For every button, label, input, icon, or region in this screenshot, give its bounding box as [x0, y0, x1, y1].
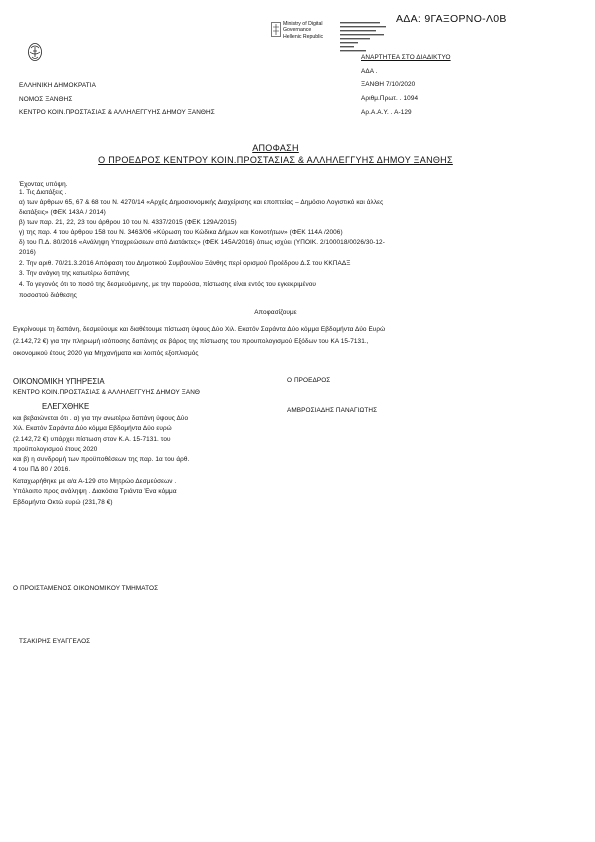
- finance-line: προϋπολογισμού έτους 2020: [13, 446, 98, 453]
- publish-online-label: ΑΝΑΡΤΗΤΕΑ ΣΤΟ ΔΙΑΔΙΚΤΥΟ: [361, 54, 451, 61]
- finance-line: (2.142,72 €) υπάρχει πίστωση στον Κ.Α. 15-7131. του: [13, 436, 171, 443]
- body-line: ποσοστού διάθεσης: [19, 292, 77, 299]
- finance-line: και βεβαιώνεται ότι . α) για την ανωτέρω δαπάνη ύψους Δύο: [13, 415, 189, 422]
- document-title: ΑΠΟΦΑΣΗ: [252, 143, 299, 153]
- body-line: διατάξεις» (ΦΕΚ 143Α / 2014): [19, 209, 106, 216]
- digital-signature-text-icon: [340, 21, 395, 55]
- hellenic-republic-logo-icon: [271, 22, 281, 37]
- finance-dept: ΟΙΚΟΝΟΜΙΚΗ ΥΠΗΡΕΣΙΑ: [13, 377, 105, 386]
- ada-identifier: ΑΔΑ: 9ΓΑΞΟΡΝΟ-Λ0Β: [396, 13, 507, 25]
- body-line: 4. Το γεγονός ότι το ποσό της δεσμευόμενης, με την παρούσα, πίστωσης είναι εντός του εγκεκριμένου: [19, 281, 316, 288]
- body-line: α) των άρθρων 65, 67 & 68 του Ν. 4270/14 «Αρχές Δημοσιονομικής Διαχείρισης και εποπτείας – Δημόσιο Λογιστικό και άλλες: [19, 199, 384, 206]
- head-finance-name: ΤΣΑΚΙΡΗΣ ΕΥΑΓΓΕΛΟΣ: [19, 638, 91, 645]
- gov-ministry-text: [283, 21, 323, 40]
- date-field: ΞΑΝΘΗ 7/10/2020: [361, 81, 416, 88]
- body-line: β) των παρ. 21, 22, 23 του άρθρου 10 του Ν. 4337/2015 (ΦΕΚ 129Α/2015): [19, 219, 237, 226]
- president-name: ΑΜΒΡΟΣΙΑΔΗΣ ΠΑΝΑΓΙΩΤΗΣ: [287, 407, 378, 414]
- decision-line: οικονομικού έτους 2020 για Μηχανήματα και λοιπός εξοπλισμός: [13, 350, 199, 357]
- decide-heading: Αποφασίζουμε: [254, 309, 297, 316]
- body-line: 2016): [19, 249, 36, 256]
- ada-field: ΑΔΑ .: [361, 68, 378, 75]
- header-republic: ΕΛΛΗΝΙΚΗ ΔΗΜΟΚΡΑΤΙΑ: [19, 82, 96, 89]
- gov-line: Ministry of Digital: [283, 21, 323, 27]
- document-subtitle: Ο ΠΡΟΕΔΡΟΣ ΚΕΝΤΡΟΥ ΚΟΙΝ.ΠΡΟΣΤΑΣΙΑΣ & ΑΛΛΗΛΕΓΓΥΗΣ ΔΗΜΟΥ ΞΑΝΘΗΣ: [98, 155, 453, 165]
- head-finance-label: Ο ΠΡΟΙΣΤΑΜΕΝΟΣ ΟΙΚΟΝΟΜΙΚΟΥ ΤΜΗΜΑΤΟΣ: [13, 585, 159, 592]
- gov-line: Hellenic Republic: [283, 33, 324, 40]
- finance-line: Χιλ. Εκατόν Σαράντα Δύο κόμμα Εβδομήντα Δύο ευρώ: [13, 425, 172, 432]
- body-line: δ) του Π.Δ. 80/2016 «Ανάληψη Υποχρεώσεων από Διατάκτες» (ΦΕΚ 145Α/2016) όπως ισχύει (ΥΠΟΙΚ. 2/100018/0026/30-12-: [19, 239, 385, 246]
- finance-org: ΚΕΝΤΡΟ ΚΟΙΝ.ΠΡΟΣΤΑΣΙΑΣ & ΑΛΛΗΛΕΓΓΥΗΣ ΔΗΜΟΥ ΞΑΝΘ: [13, 389, 200, 396]
- body-line: 3. Την ανάγκη της κατωτέρω δαπάνης: [19, 270, 130, 277]
- finance-line: 4 του ΠΔ 80 / 2016.: [13, 466, 71, 473]
- commitment-number: Αρ.Α.Α.Υ. . Α-129: [361, 109, 412, 116]
- checked-label: ΕΛΕΓΧΘΗΚΕ: [42, 402, 90, 411]
- finance-line: Υπόλοιπο προς ανάληψη . Διακόσια Τριάντα Ένα κόμμα: [13, 488, 177, 495]
- finance-line: Καταχωρήθηκε με α/α Α-129 στο Μητρώο Δεσμεύσεων .: [13, 478, 177, 485]
- decision-line: (2.142,72 €) για την πληρωμή ισόποσης δαπάνης σε βάρος της πίστωσης του προυπολογισμού Εξόδων του ΚΑ 15-7131.,: [13, 338, 369, 345]
- header-prefecture: ΝΟΜΟΣ ΞΑΝΘΗΣ: [19, 96, 73, 103]
- decision-line: Εγκρίνουμε τη δαπάνη, δεσμεύουμε και διαθέτουμε πίστωση ύψους Δύο Χιλ. Εκατόν Σαράντα Δύο κόμμα Εβδομήντα Δύο Ευρώ: [13, 326, 386, 333]
- body-line: 2. Την αριθ. 70/21.3.2016 Απόφαση του Δημοτικού Συμβουλίου Ξάνθης περί ορισμού Προέδρου Δ.Σ του ΚΚΠΑΔΞ: [19, 260, 351, 267]
- president-label: Ο ΠΡΟΕΔΡΟΣ: [287, 377, 331, 384]
- protocol-number: Αριθμ.Πρωτ. . 1094: [361, 95, 419, 102]
- body-line: γ) της παρ. 4 του άρθρου 158 του Ν. 3463/06 «Κύρωση του Κώδικα Δήμων και Κοινοτήτων» (ΦΕΚ 114Α /2006): [19, 229, 343, 236]
- finance-line: Εβδομήντα Οκτώ ευρώ (231,78 €): [13, 499, 113, 506]
- body-line: 1. Τις Διατάξεις .: [19, 189, 67, 196]
- finance-line: και β) η συνδρομή των προϋποθέσεων της παρ. 1α του άρθ.: [13, 456, 190, 463]
- body-line: Έχοντας υπόψη.: [19, 181, 68, 188]
- header-organization: ΚΕΝΤΡΟ ΚΟΙΝ.ΠΡΟΣΤΑΣΙΑΣ & ΑΛΛΗΛΕΓΓΥΗΣ ΔΗΜΟΥ ΞΑΝΘΗΣ: [19, 109, 215, 116]
- gov-line: Governance: [283, 27, 312, 34]
- greek-emblem-icon: [27, 42, 43, 62]
